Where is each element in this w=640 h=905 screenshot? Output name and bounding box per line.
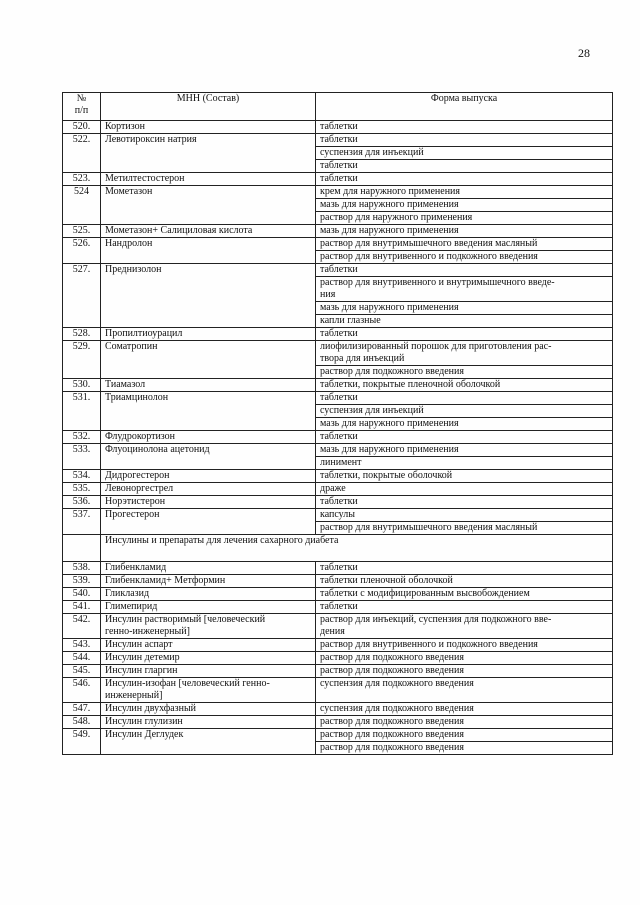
table-row <box>63 716 613 729</box>
row-number: 520. <box>63 121 101 134</box>
table-row <box>63 601 613 614</box>
release-form: таблетки <box>316 134 613 147</box>
section-row <box>63 535 613 562</box>
drug-name: Инсулин аспарт <box>101 639 316 652</box>
release-form: таблетки с модифицированным высвобождением <box>316 588 613 601</box>
release-form: мазь для наружного применения <box>316 199 613 212</box>
release-form: суспензия для подкожного введения <box>316 678 613 703</box>
release-form: мазь для наружного применения <box>316 418 613 431</box>
release-form: таблетки, покрытые оболочкой <box>316 470 613 483</box>
row-number: 537. <box>63 509 101 535</box>
drug-name: Флуоцинолона ацетонид <box>101 444 316 470</box>
section-title: Инсулины и препараты для лечения сахарного диабета <box>101 535 613 562</box>
table-row <box>63 496 613 509</box>
row-number: 527. <box>63 264 101 328</box>
drug-name: Тиамазол <box>101 379 316 392</box>
table-row <box>63 225 613 238</box>
release-form: лиофилизированный порошок для приготовления рас- твора для инъекций <box>316 341 613 366</box>
release-form: таблетки <box>316 392 613 405</box>
drug-name: Инсулин гларгин <box>101 665 316 678</box>
table-body <box>63 121 613 755</box>
drug-name: Инсулин двухфазный <box>101 703 316 716</box>
row-number: 540. <box>63 588 101 601</box>
header-number: № п/п <box>63 93 101 121</box>
release-form: раствор для подкожного введения <box>316 742 613 755</box>
row-number: 530. <box>63 379 101 392</box>
drug-name: Триамцинолон <box>101 392 316 431</box>
header-name: МНН (Состав) <box>101 93 316 121</box>
table-row <box>63 341 613 366</box>
table-row <box>63 392 613 405</box>
release-form: раствор для подкожного введения <box>316 729 613 742</box>
table-row <box>63 639 613 652</box>
row-number: 538. <box>63 562 101 575</box>
release-form: таблетки <box>316 328 613 341</box>
release-form: мазь для наружного применения <box>316 302 613 315</box>
table-row <box>63 729 613 742</box>
drug-name: Норэтистерон <box>101 496 316 509</box>
drug-name: Гликлазид <box>101 588 316 601</box>
table-row <box>63 483 613 496</box>
drug-name: Инсулин Деглудек <box>101 729 316 755</box>
table-row <box>63 264 613 277</box>
row-number: 528. <box>63 328 101 341</box>
release-form: раствор для наружного применения <box>316 212 613 225</box>
row-number: 525. <box>63 225 101 238</box>
drug-name: Кортизон <box>101 121 316 134</box>
release-form: таблетки <box>316 173 613 186</box>
table-row <box>63 431 613 444</box>
table-row <box>63 121 613 134</box>
release-form: раствор для подкожного введения <box>316 716 613 729</box>
drug-name: Глибенкламид <box>101 562 316 575</box>
release-form: капсулы <box>316 509 613 522</box>
row-number: 523. <box>63 173 101 186</box>
release-form: таблетки <box>316 160 613 173</box>
drug-name: Пропилтиоурацил <box>101 328 316 341</box>
release-form: таблетки, покрытые пленочной оболочкой <box>316 379 613 392</box>
release-form: мазь для наружного применения <box>316 225 613 238</box>
drug-name: Левоноргестрел <box>101 483 316 496</box>
release-form: таблетки <box>316 264 613 277</box>
table-row <box>63 562 613 575</box>
drug-name: Инсулин-изофан [человеческий генно- инженерный] <box>101 678 316 703</box>
table-row <box>63 379 613 392</box>
drug-name: Нандролон <box>101 238 316 264</box>
release-form: раствор для подкожного введения <box>316 366 613 379</box>
row-number: 546. <box>63 678 101 703</box>
drug-name: Глимепирид <box>101 601 316 614</box>
release-form: раствор для внутримышечного введения масляный <box>316 238 613 251</box>
drug-name: Соматропин <box>101 341 316 379</box>
drug-name: Левотироксин натрия <box>101 134 316 173</box>
row-number: 524 <box>63 186 101 225</box>
section-number-cell <box>63 535 101 562</box>
row-number: 541. <box>63 601 101 614</box>
release-form: раствор для внутримышечного введения масляный <box>316 522 613 535</box>
drug-name: Метилтестостерон <box>101 173 316 186</box>
release-form: суспензия для подкожного введения <box>316 703 613 716</box>
release-form: драже <box>316 483 613 496</box>
drug-name: Инсулин детемир <box>101 652 316 665</box>
drug-name: Мометазон+ Салициловая кислота <box>101 225 316 238</box>
release-form: суспензия для инъекций <box>316 405 613 418</box>
drug-name: Глибенкламид+ Метформин <box>101 575 316 588</box>
release-form: таблетки <box>316 431 613 444</box>
row-number: 522. <box>63 134 101 173</box>
drug-name: Дидрогестерон <box>101 470 316 483</box>
table-row <box>63 470 613 483</box>
table-row <box>63 575 613 588</box>
table-row <box>63 652 613 665</box>
table-row <box>63 678 613 703</box>
drug-name: Инсулин растворимый [человеческий генно-инженерный] <box>101 614 316 639</box>
table-row <box>63 186 613 199</box>
table-row <box>63 134 613 147</box>
drug-name: Прогестерон <box>101 509 316 535</box>
release-form: таблетки <box>316 496 613 509</box>
drug-name: Инсулин глулизин <box>101 716 316 729</box>
row-number: 529. <box>63 341 101 379</box>
page-number: 28 <box>578 46 590 60</box>
release-form: раствор для внутривенного и подкожного введения <box>316 251 613 264</box>
release-form: раствор для подкожного введения <box>316 652 613 665</box>
row-number: 543. <box>63 639 101 652</box>
drug-name: Мометазон <box>101 186 316 225</box>
release-form: раствор для внутривенного и подкожного введения <box>316 639 613 652</box>
release-form: раствор для внутривенного и внутримышечного введе- ния <box>316 277 613 302</box>
header-form: Форма выпуска <box>316 93 613 121</box>
row-number: 536. <box>63 496 101 509</box>
table-row <box>63 665 613 678</box>
table-row <box>63 588 613 601</box>
row-number: 545. <box>63 665 101 678</box>
release-form: крем для наружного применения <box>316 186 613 199</box>
release-form: таблетки <box>316 601 613 614</box>
table-row <box>63 444 613 457</box>
release-form: капли глазные <box>316 315 613 328</box>
row-number: 531. <box>63 392 101 431</box>
release-form: раствор для подкожного введения <box>316 665 613 678</box>
release-form: таблетки <box>316 562 613 575</box>
drug-name: Преднизолон <box>101 264 316 328</box>
row-number: 533. <box>63 444 101 470</box>
row-number: 539. <box>63 575 101 588</box>
row-number: 532. <box>63 431 101 444</box>
row-number: 542. <box>63 614 101 639</box>
table-row <box>63 173 613 186</box>
drug-name: Флудрокортизон <box>101 431 316 444</box>
table-header-row <box>63 93 613 121</box>
row-number: 544. <box>63 652 101 665</box>
table-row <box>63 614 613 639</box>
row-number: 547. <box>63 703 101 716</box>
row-number: 526. <box>63 238 101 264</box>
release-form: мазь для наружного применения <box>316 444 613 457</box>
release-form: суспензия для инъекций <box>316 147 613 160</box>
row-number: 535. <box>63 483 101 496</box>
table-row <box>63 703 613 716</box>
row-number: 549. <box>63 729 101 755</box>
row-number: 534. <box>63 470 101 483</box>
release-form: раствор для инъекций, суспензия для подкожного вве- дения <box>316 614 613 639</box>
table-row <box>63 238 613 251</box>
table-row <box>63 509 613 522</box>
table-row <box>63 328 613 341</box>
release-form: таблетки пленочной оболочкой <box>316 575 613 588</box>
drug-table <box>62 92 613 755</box>
release-form: таблетки <box>316 121 613 134</box>
row-number: 548. <box>63 716 101 729</box>
release-form: линимент <box>316 457 613 470</box>
